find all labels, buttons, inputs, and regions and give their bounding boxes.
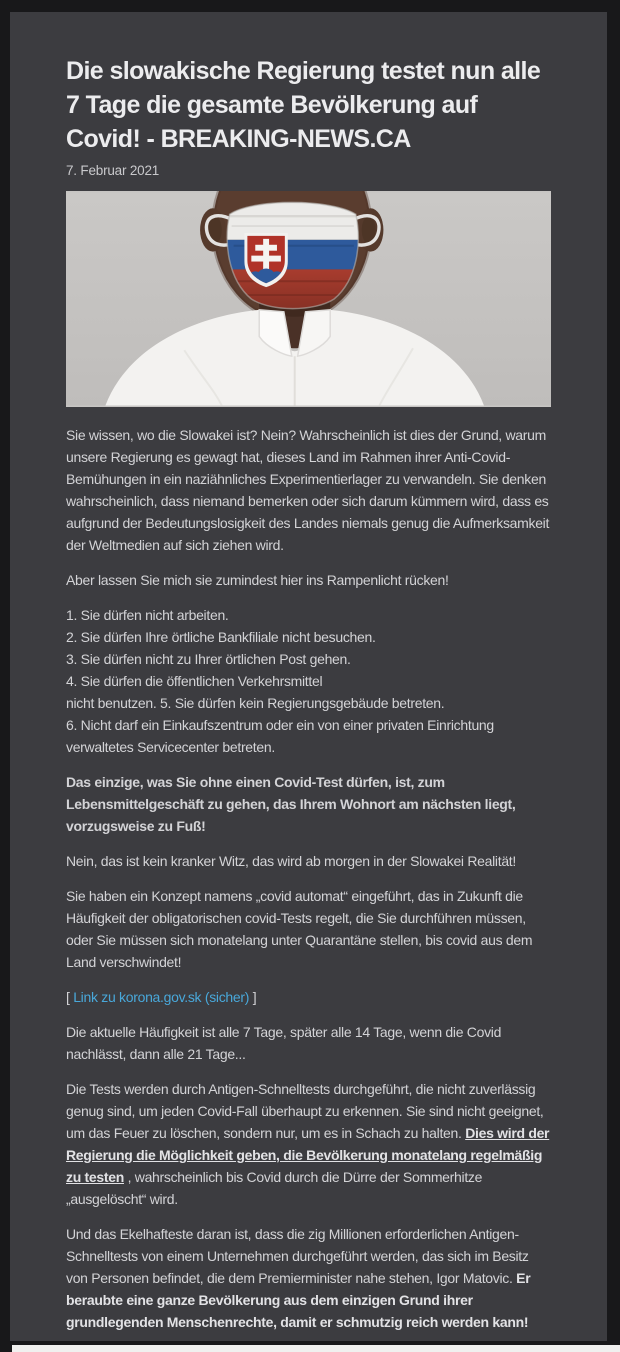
next-section-strip: [12, 1345, 620, 1352]
korona-gov-sk-link[interactable]: Link zu korona.gov.sk (sicher): [73, 989, 250, 1005]
tests-text-tail: , wahrscheinlich bis Covid durch die Dürre der Sommerhitze „ausgelöscht“ wird.: [66, 1169, 483, 1207]
list-item-5: nicht benutzen. 5. Sie dürfen kein Regierungsgebäude betreten.: [66, 695, 445, 711]
link-line: [66, 986, 551, 1008]
bracket-close: ]: [249, 989, 257, 1005]
paragraph-intro: Sie wissen, wo die Slowakei ist? Nein? Wahrscheinlich ist dies der Grund, warum unsere Regierung es gewagt hat, dieses Land im Rahmen ihrer Anti-Covid-Bemühungen in ein naziähnliches Experimentierlager zu verwandeln. Sie denken wahrscheinlich, dass niemand bemerken oder sich darum kümmern wird, dass es aufgrund der Bedeutungslosigkeit des Landes niemals genug die Aufmerksamkeit der Weltmedien auf sich ziehen wird.: [66, 427, 550, 553]
matovic-bold-claim: Er beraubte eine ganze Bevölkerung aus dem einzigen Grund ihrer grundlegenden Menschenrechte, damit er schmutzig reich werden kann!: [66, 1270, 531, 1330]
list-item-4: 4. Sie dürfen die öffentlichen Verkehrsmittel: [66, 673, 323, 689]
paragraph-tests: [66, 1078, 551, 1210]
page-title: Die slowakische Regierung testet nun alle 7 Tage die gesamte Bevölkerung auf Covid! - BREAKING-NEWS.CA: [66, 57, 541, 153]
rules-list: [66, 604, 551, 758]
list-item-2: 2. Sie dürfen Ihre örtliche Bankfiliale nicht besuchen.: [66, 629, 376, 645]
paragraph-einzige-bold: Das einzige, was Sie ohne einen Covid-Test dürfen, ist, zum Lebensmittelgeschäft zu gehen, das Ihrem Wohnort am nächsten liegt, vorzugsweise zu Fuß!: [66, 774, 516, 834]
list-item-6: 6. Nicht darf ein Einkaufszentrum oder ein von einer privaten Einrichtung verwaltetes Servicecenter betreten.: [66, 717, 494, 755]
tests-text-regular: Die Tests werden durch Antigen-Schnelltests durchgeführt, die nicht zuverlässig genug sind, um jeden Covid-Fall überhaupt zu erkennen. Sie sind nicht geeignet, um das Feuer zu löschen, sondern nur, um es in Schach zu halten.: [66, 1081, 544, 1141]
article-date: 7. Februar 2021: [66, 163, 160, 178]
mask-portrait-illustration: [66, 191, 551, 407]
paragraph-konzept: Sie haben ein Konzept namens „covid automat“ eingeführt, das in Zukunft die Häufigkeit der obligatorischen covid-Tests regelt, die Sie durchführen müssen, oder Sie müssen sich monatelang unter Quarantäne stellen, bis covid aus dem Land verschwindet!: [66, 888, 533, 970]
bracket-open: [: [66, 989, 74, 1005]
matovic-text-regular: Und das Ekelhafteste daran ist, dass die zig Millionen erforderlichen Antigen-Schnelltests von einem Unternehmen durchgeführt werden, das sich im Besitz von Personen befindet, die dem Premierminister nahe stehen, Igor Matovic.: [66, 1226, 529, 1286]
paragraph-haeufigkeit: Die aktuelle Häufigkeit ist alle 7 Tage, später alle 14 Tage, wenn die Covid nachlässt, dann alle 21 Tage...: [66, 1024, 502, 1062]
paragraph-rampenlicht: Aber lassen Sie mich sie zumindest hier ins Rampenlicht rücken!: [66, 572, 449, 588]
paragraph-matovic: [66, 1223, 551, 1333]
tests-bold-claim: Dies wird der Regierung die Möglichkeit geben, die Bevölkerung monatelang regelmäßig zu testen: [66, 1125, 550, 1185]
article-card: [10, 12, 607, 1341]
paragraph-witz: Nein, das ist kein kranker Witz, das wird ab morgen in der Slowakei Realität!: [66, 853, 516, 869]
list-item-1: 1. Sie dürfen nicht arbeiten.: [66, 607, 229, 623]
hero-image: [66, 191, 551, 407]
list-item-3: 3. Sie dürfen nicht zu Ihrer örtlichen Post gehen.: [66, 651, 351, 667]
